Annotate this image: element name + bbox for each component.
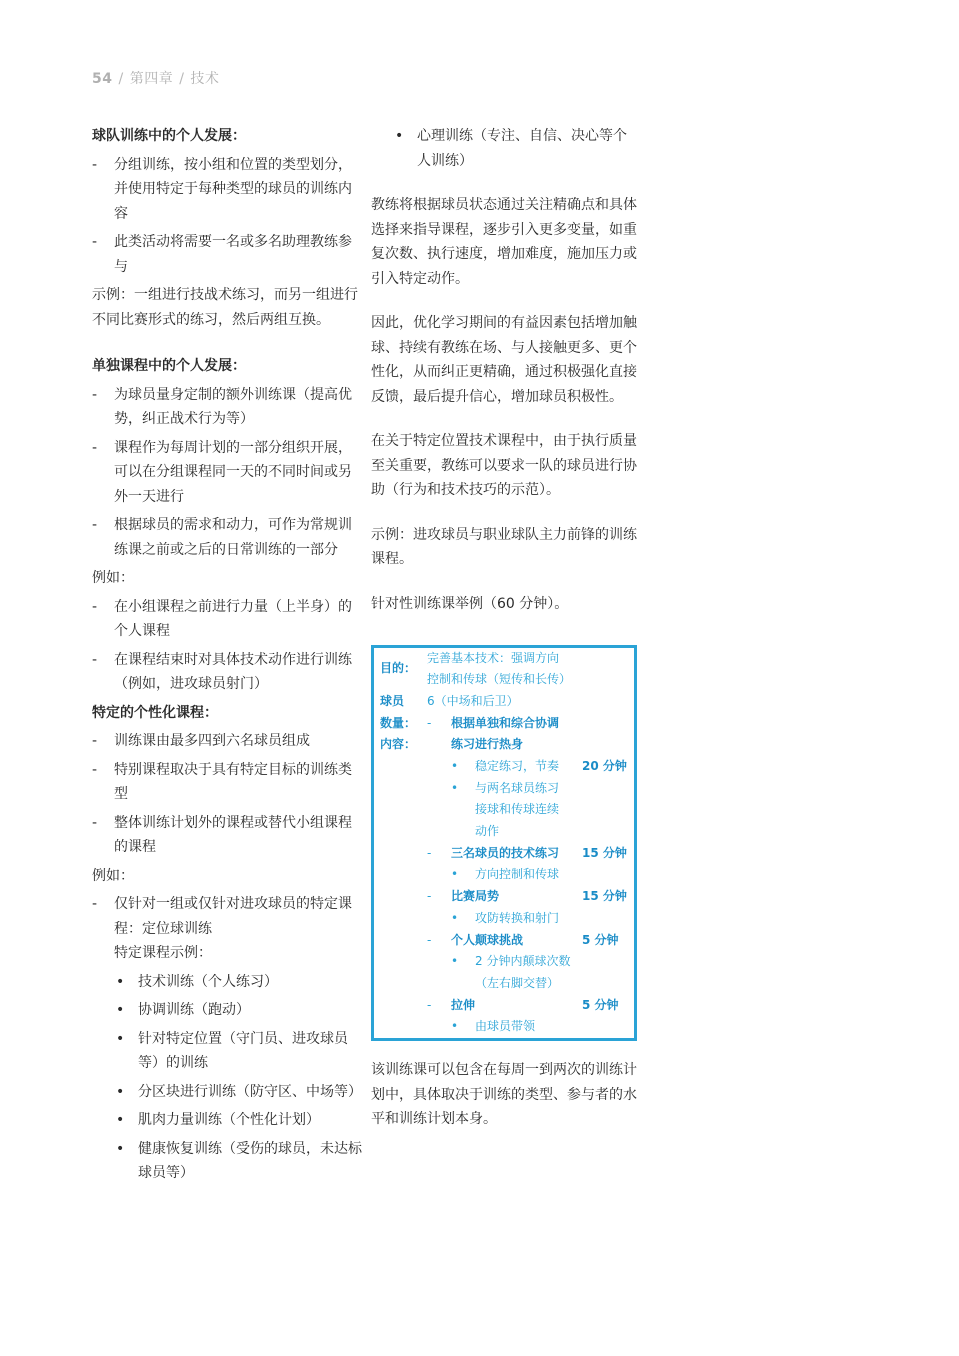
step-detail-text: （左右脚交替） [475, 976, 560, 990]
list-item [92, 648, 364, 697]
list-item [92, 758, 364, 807]
body-paragraph: 教练将根据球员状态通过关注精确点和具体选择来指导课程，逐步引入更多变量，如重复次数、执行速度，增加难度，施加压力或引入特定动作。 [371, 197, 637, 287]
dash-marker: - [92, 234, 98, 250]
example-paragraph: 示例：一组进行技战术练习，而另一组进行不同比赛形式的练习，然后两组互换。 [92, 287, 358, 328]
body-paragraph: 因此，优化学习期间的有益因素包括增加触球、持续有教练在场、与人接触更多、更个性化，从而纠正更精确，通过积极强化直接反馈，最后提升信心，增加球员积极性。 [371, 315, 637, 405]
goal-text: 控制和传球（短传和长传） [427, 672, 572, 686]
dash-marker: - [92, 733, 98, 749]
list-item [92, 729, 364, 754]
step-detail-text: 由球员带领 [475, 1019, 536, 1033]
step-title: 比赛局势 [451, 889, 500, 903]
bullet-list [92, 383, 364, 563]
step-duration: 15 分钟 [582, 846, 627, 860]
list-item-text: 技术训练（个人练习） [138, 973, 278, 990]
section-heading: 单独课程中的个人发展： [92, 358, 246, 374]
list-item [92, 230, 364, 279]
goal-label: 目的： [380, 661, 417, 675]
step-detail-text: 攻防转换和射门 [475, 911, 560, 925]
body-paragraph: 该训练课可以包含在每周一到两次的训练计划中，具体取决于训练的类型、参与者的水平和训练计划本身。 [371, 1062, 637, 1127]
section-name: 技术 [190, 71, 220, 87]
step-detail-text: 方向控制和传球 [475, 867, 560, 881]
list-item [92, 383, 364, 432]
body-paragraph: 示例：进攻球员与职业球队主力前锋的训练课程。 [371, 526, 637, 567]
bullet-marker: • [395, 128, 404, 144]
bullet-marker: • [451, 1019, 459, 1033]
list-item-text: 在课程结束时对具体技术动作进行训练（例如，进攻球员射门） [114, 651, 352, 692]
step-title: 根据单独和综合协调 [451, 716, 560, 730]
bullet-marker: • [116, 973, 125, 990]
bullet-list [92, 729, 364, 860]
list-item [92, 811, 364, 860]
step-detail-text: 动作 [475, 824, 500, 838]
step-detail-text: 2 分钟内颠球次数 [475, 954, 571, 968]
sub-bullet-list [114, 970, 364, 1186]
sub-list-item [114, 1108, 364, 1133]
players-label: 球员 [380, 694, 405, 708]
section-heading: 球队训练中的个人发展： [92, 128, 246, 144]
dash-marker: - [427, 933, 432, 947]
bullet-marker: • [116, 1140, 125, 1157]
list-item-text: 此类活动将需要一名或多名助理教练参与 [114, 234, 352, 275]
list-item-text: 仅针对一组或仅针对进攻球员的特定课程：定位球训练 [114, 896, 352, 937]
bullet-marker: • [451, 867, 459, 881]
list-item-text: 分组训练，按小组和位置的类型划分，并使用特定于每种类型的球员的训练内容 [114, 156, 352, 222]
dash-marker: - [92, 651, 98, 668]
list-item [92, 595, 364, 644]
step-duration: 5 分钟 [582, 933, 619, 947]
step-detail-text: 与两名球员练习 [475, 781, 560, 795]
sub-list-item [114, 1027, 364, 1076]
step-detail-text: 接球和传球连续 [475, 802, 560, 816]
sub-list-item [114, 1080, 364, 1105]
step-title: 个人颠球挑战 [451, 933, 524, 947]
list-item-text: 整体训练计划外的课程或替代小组课程的课程 [114, 814, 352, 855]
dash-marker: - [92, 761, 98, 778]
step-duration: 20 分钟 [582, 759, 627, 773]
list-item-text: 为球员量身定制的额外训练课（提高优势，纠正战术行为等） [114, 386, 352, 427]
step-detail-text: 稳定练习，节奏 [475, 759, 560, 773]
goal-text: 完善基本技术：强调方向 [427, 651, 560, 665]
step-duration: 15 分钟 [582, 889, 627, 903]
step-title: 拉伸 [451, 998, 476, 1012]
bullet-marker: • [116, 1030, 125, 1047]
list-item-text: 心理训练（专注、自信、决心等个人训练） [417, 128, 627, 169]
dash-marker: - [427, 846, 432, 860]
step-title: 三名球员的技术练习 [451, 846, 560, 860]
dash-marker: - [92, 896, 98, 912]
body-paragraph: 在关于特定位置技术课程中，由于执行质量至关重要，教练可以要求一队的球员进行协助（行为和技术技巧的示范）。 [371, 433, 637, 498]
session-plan-box [371, 645, 637, 1041]
list-item-text: 肌肉力量训练（个性化计划） [138, 1112, 320, 1128]
body-paragraph: 针对性训练课举例（60 分钟）。 [371, 595, 569, 612]
header-separator: / [179, 71, 185, 87]
dash-marker: - [92, 386, 98, 403]
dash-marker: - [92, 439, 98, 456]
sub-list-label: 特定课程示例： [114, 945, 212, 961]
list-item-text: 协调训练（跑动） [138, 1002, 250, 1018]
list-item-text: 在小组课程之前进行力量（上半身）的个人课程 [114, 598, 352, 639]
list-item [92, 153, 364, 227]
dash-marker: - [92, 598, 98, 615]
bullet-list [92, 153, 364, 280]
left-column [92, 124, 364, 1190]
page-header [92, 68, 219, 88]
example-label: 例如： [92, 867, 134, 884]
players-value: 6（中场和后卫） [427, 694, 519, 708]
content-label: 内容： [380, 737, 417, 751]
dash-marker: - [427, 889, 432, 903]
list-item [371, 124, 637, 173]
list-item-text: 健康恢复训练（受伤的球员，未达标球员等） [138, 1140, 362, 1181]
dash-marker: - [427, 716, 432, 730]
step-title: 练习进行热身 [451, 737, 524, 751]
bullet-marker: • [116, 1002, 125, 1018]
example-label: 例如： [92, 570, 134, 586]
page-number: 54 [92, 71, 113, 87]
dash-marker: - [92, 517, 98, 533]
sub-list-item [114, 970, 364, 995]
list-item-text: 特别课程取决于具有特定目标的训练类型 [114, 761, 352, 802]
dash-marker: - [427, 998, 432, 1012]
dash-marker: - [92, 156, 98, 173]
section-heading: 特定的个性化课程： [92, 704, 218, 721]
bullet-marker: • [451, 759, 459, 773]
bullet-marker: • [451, 954, 459, 968]
list-item-text: 针对特定位置（守门员、进攻球员等）的训练 [138, 1030, 348, 1071]
players-label: 数量： [380, 716, 417, 730]
dash-marker: - [92, 814, 98, 831]
step-duration: 5 分钟 [582, 998, 619, 1012]
bullet-marker: • [451, 781, 459, 795]
list-item-text: 根据球员的需求和动力，可作为常规训练课之前或之后的日常训练的一部分 [114, 517, 352, 558]
chapter-name: 第四章 [129, 71, 174, 87]
list-item-text: 分区块进行训练（防守区、中场等） [138, 1083, 362, 1100]
bullet-list [92, 892, 364, 1186]
list-item-text: 课程作为每周计划的一部分组织开展，可以在分组课程同一天的不同时间或另外一天进行 [114, 439, 352, 505]
sub-list-item [114, 998, 364, 1023]
list-item [92, 513, 364, 562]
list-item [92, 892, 364, 1186]
list-item [92, 436, 364, 510]
bullet-list [92, 595, 364, 697]
right-column [371, 124, 637, 616]
bullet-marker: • [116, 1112, 125, 1128]
closing-block [371, 1058, 637, 1132]
bullet-marker: • [451, 911, 459, 925]
list-item-text: 训练课由最多四到六名球员组成 [114, 733, 310, 749]
header-separator: / [118, 71, 124, 87]
bullet-marker: • [116, 1083, 125, 1100]
sub-list-item [114, 1137, 364, 1186]
